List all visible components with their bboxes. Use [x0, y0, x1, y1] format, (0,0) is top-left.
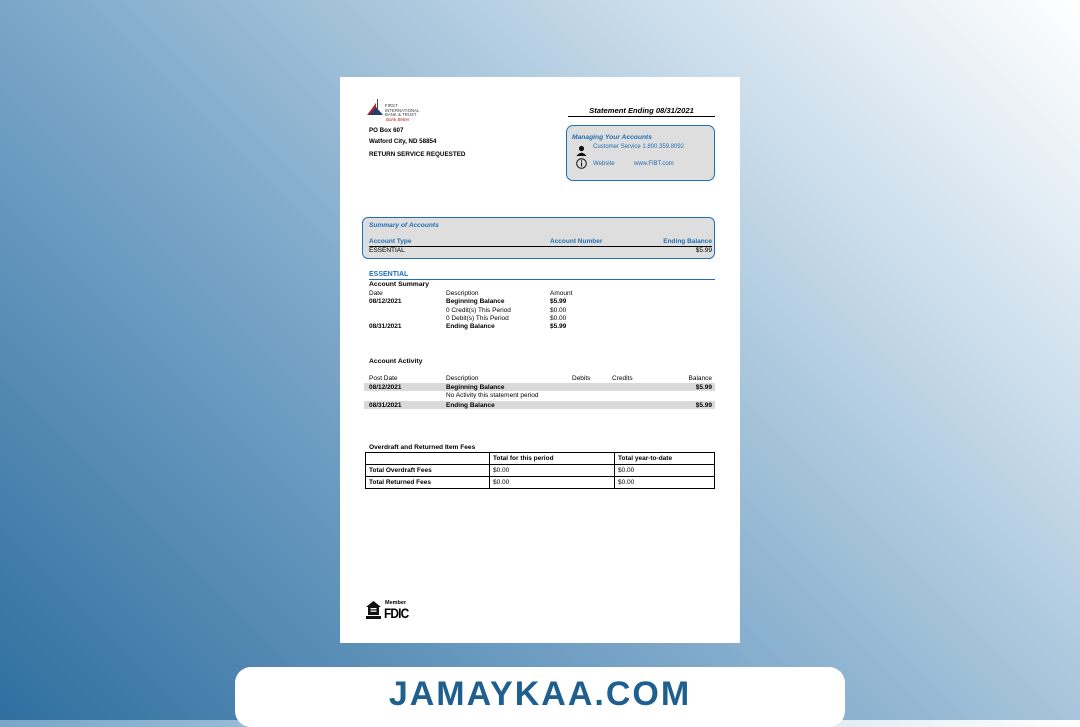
account-activity-title: Account Activity [369, 358, 423, 365]
fees-row-ytd: $0.00 [615, 465, 715, 477]
activity-row-highlight [364, 383, 715, 391]
as-row-date: 08/31/2021 [369, 323, 402, 330]
as-head-date: Date [369, 290, 383, 297]
managing-title: Managing Your Accounts [572, 134, 653, 141]
summary-header [369, 238, 712, 247]
as-head-description: Description [446, 290, 479, 297]
info-icon [576, 158, 587, 169]
summary-of-accounts [362, 217, 715, 259]
fees-head-ytd: Total year-to-date [615, 453, 715, 465]
fdic-member-label: Member [385, 600, 407, 606]
bank-name: FIRST INTERNATIONAL BANK & TRUST [385, 103, 420, 118]
as-row-description: 0 Credit(s) This Period [446, 307, 511, 314]
site-banner [235, 667, 845, 727]
as-row-description: 0 Debit(s) This Period [446, 315, 509, 322]
customer-service-line: Customer Service 1.800.359.8092 [593, 144, 685, 150]
website-link[interactable]: www.FIBT.com [634, 161, 674, 167]
summary-ending-balance: $5.99 [695, 247, 712, 254]
fees-row-period: $0.00 [490, 465, 615, 477]
act-head-description: Description [446, 375, 479, 382]
as-row-description: Beginning Balance [446, 298, 505, 305]
statement-title: Statement Ending 08/31/2021 [568, 106, 715, 117]
as-row-amount: $5.99 [550, 323, 567, 330]
summary-account-type: ESSENTIAL [369, 247, 405, 254]
fees-head-period: Total for this period [490, 453, 615, 465]
fdic-logo: FDIC [384, 605, 409, 621]
act-head-debits: Debits [572, 375, 591, 382]
as-row-amount: $0.00 [550, 315, 567, 322]
bank-logo-icon [367, 99, 383, 115]
fees-row-ytd: $0.00 [615, 477, 715, 489]
as-row-description: Ending Balance [446, 323, 495, 330]
mailing-address: PO Box 607 Watford City, ND 58854 [369, 127, 437, 145]
as-row-amount: $5.99 [550, 298, 567, 305]
account-section-title: ESSENTIAL [369, 271, 715, 280]
site-banner-text[interactable]: JAMAYKAA.COM [388, 675, 692, 713]
col-account-type: Account Type [369, 238, 412, 245]
act-row-balance: $5.99 [695, 384, 712, 391]
table-row [366, 465, 715, 477]
summary-title: Summary of Accounts [369, 222, 439, 229]
equal-housing-icon [366, 601, 381, 619]
fees-row-label: Total Returned Fees [366, 477, 490, 489]
act-head-credits: Credits [612, 375, 633, 382]
as-row-amount: $0.00 [550, 307, 567, 314]
fees-row-period: $0.00 [490, 477, 615, 489]
as-head-amount: Amount [550, 290, 573, 297]
website-label: Website [593, 161, 615, 167]
act-row-date: 08/12/2021 [369, 384, 402, 391]
col-account-number: Account Number [550, 238, 603, 245]
act-row-description: Ending Balance [446, 402, 495, 409]
return-service-note: RETURN SERVICE REQUESTED [369, 151, 466, 158]
fees-header-blank [366, 453, 490, 465]
person-icon [576, 145, 587, 156]
fees-row-label: Total Overdraft Fees [366, 465, 490, 477]
bank-tagline: Bank Better [386, 117, 410, 122]
bank-statement-page [340, 77, 740, 643]
table-row [366, 477, 715, 489]
act-head-balance: Balance [688, 375, 712, 382]
as-row-date: 08/12/2021 [369, 298, 402, 305]
activity-row-highlight [364, 401, 715, 409]
col-ending-balance: Ending Balance [663, 238, 712, 245]
managing-accounts-box [566, 125, 715, 181]
fees-header-row [366, 453, 715, 465]
act-head-post-date: Post Date [369, 375, 398, 382]
act-row-description: Beginning Balance [446, 384, 505, 391]
act-row-description: No Activity this statement period [446, 392, 539, 399]
fees-table [365, 452, 715, 489]
fees-title: Overdraft and Returned Item Fees [369, 444, 476, 451]
account-summary-title: Account Summary [369, 281, 430, 288]
act-row-date: 08/31/2021 [369, 402, 402, 409]
act-row-balance: $5.99 [695, 402, 712, 409]
